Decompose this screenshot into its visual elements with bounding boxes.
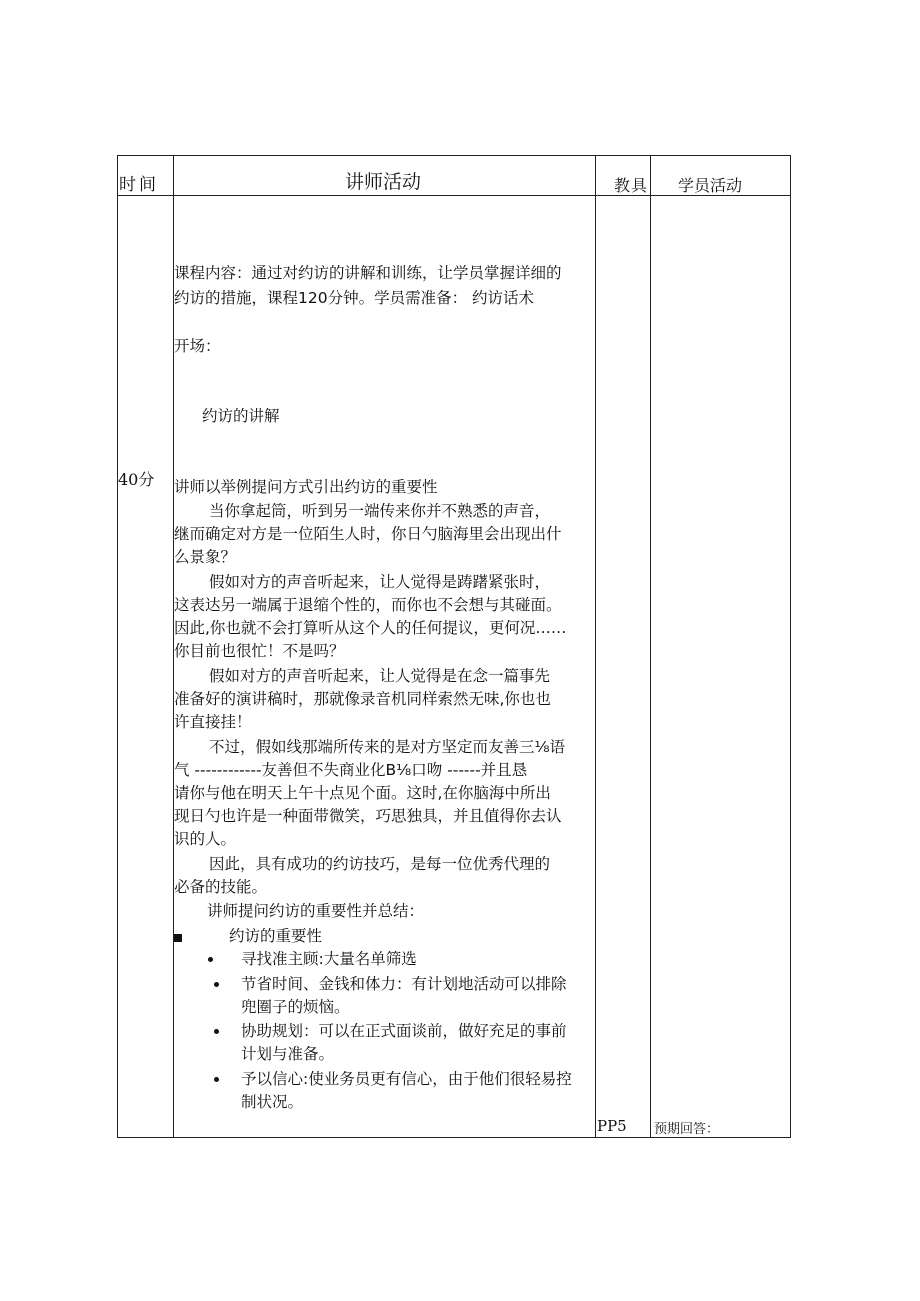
student-expected-answer: 预期回答： <box>654 1122 720 1137</box>
bullet-dot-icon <box>214 982 219 987</box>
course-content-line: 课程内容：通过对约访的讲解和训练，让学员掌握详细的 <box>174 264 562 282</box>
table-bottom-border <box>117 1137 791 1138</box>
paragraph-line: 现日勺也许是一种面带微笑，巧思独具，并且值得你去认 <box>174 807 562 825</box>
lesson-plan-table <box>117 155 791 1138</box>
paragraph-line: 这表达另一端属于退缩个性的，而你也不会想与其碰面。 <box>174 596 562 614</box>
bullet-item: 寻找准主顾:大量名单筛选 <box>241 950 417 968</box>
header-time: 时间 <box>119 175 159 195</box>
header-student-activity: 学员活动 <box>678 176 743 195</box>
importance-heading: 约访的重要性 <box>229 927 323 945</box>
header-instructor-activity: 讲师活动 <box>345 171 422 193</box>
course-content-line: 约访的措施，课程120分钟。学员需准备： 约访话术 <box>174 289 535 307</box>
paragraph-line: 识的人。 <box>174 830 237 848</box>
paragraph-line: 讲师以举例提问方式引出约访的重要性 <box>174 478 438 496</box>
time-value: 40分 <box>118 470 155 489</box>
paragraph-line: 因此，具有成功的约访技巧，是每一位优秀代理的 <box>209 855 551 873</box>
opening-label: 开场： <box>174 337 221 355</box>
section-title: 约访的讲解 <box>202 407 280 425</box>
bullet-dot-icon <box>208 957 213 962</box>
paragraph-line: 气 ------------友善但不失商业化B⅛口吻 ------并且恳 <box>174 761 528 779</box>
column-divider-3 <box>650 155 651 1138</box>
bullet-item: 予以信心:使业务员更有信心，由于他们很轻易控 <box>241 1070 572 1088</box>
table-top-border <box>117 155 791 156</box>
materials-value: PP5 <box>597 1117 627 1135</box>
square-bullet-icon <box>174 934 182 942</box>
paragraph-line: 么景象？ <box>174 548 237 566</box>
paragraph-line: 许直接挂！ <box>174 713 252 731</box>
paragraph-line: 请你与他在明天上午十点见个面。这时,在你脑海中所出 <box>174 784 551 802</box>
table-left-border <box>117 155 118 1138</box>
bullet-item: 协助规划：可以在正式面谈前，做好充足的事前 <box>241 1022 567 1040</box>
paragraph-line: 不过，假如线那端所传来的是对方坚定而友善三⅛语 <box>209 738 566 756</box>
summary-prompt: 讲师提问约访的重要性并总结： <box>207 902 425 920</box>
bullet-item: 节省时间、金钱和体力：有计划地活动可以排除 <box>241 975 567 993</box>
bullet-item-continuation: 兜圈子的烦恼。 <box>241 998 350 1016</box>
paragraph-line: 继而确定对方是一位陌生人时，你日勺脑海里会出现出什 <box>174 525 562 543</box>
paragraph-line: 假如对方的声音听起来，让人觉得是在念一篇事先 <box>209 667 551 685</box>
bullet-dot-icon <box>214 1029 219 1034</box>
paragraph-line: 必备的技能。 <box>174 878 268 896</box>
header-materials: 教具 <box>614 176 649 195</box>
paragraph-line: 因此,你也就不会打算听从这个人的任何提议，更何况…… <box>174 619 567 637</box>
table-right-border <box>790 155 791 1138</box>
bullet-item-continuation: 制状况。 <box>241 1093 304 1111</box>
paragraph-line: 准备好的演讲稿时，那就像录音机同样索然无味,你也也 <box>174 690 551 708</box>
bullet-dot-icon <box>214 1077 219 1082</box>
bullet-item-continuation: 计划与准备。 <box>241 1045 335 1063</box>
paragraph-line: 当你拿起筒，听到另一端传来你并不熟悉的声音， <box>209 502 551 520</box>
paragraph-line: 你目前也很忙！不是吗？ <box>174 642 345 660</box>
column-divider-2 <box>595 155 596 1138</box>
paragraph-line: 假如对方的声音听起来，让人觉得是踌躇紧张时， <box>209 573 551 591</box>
